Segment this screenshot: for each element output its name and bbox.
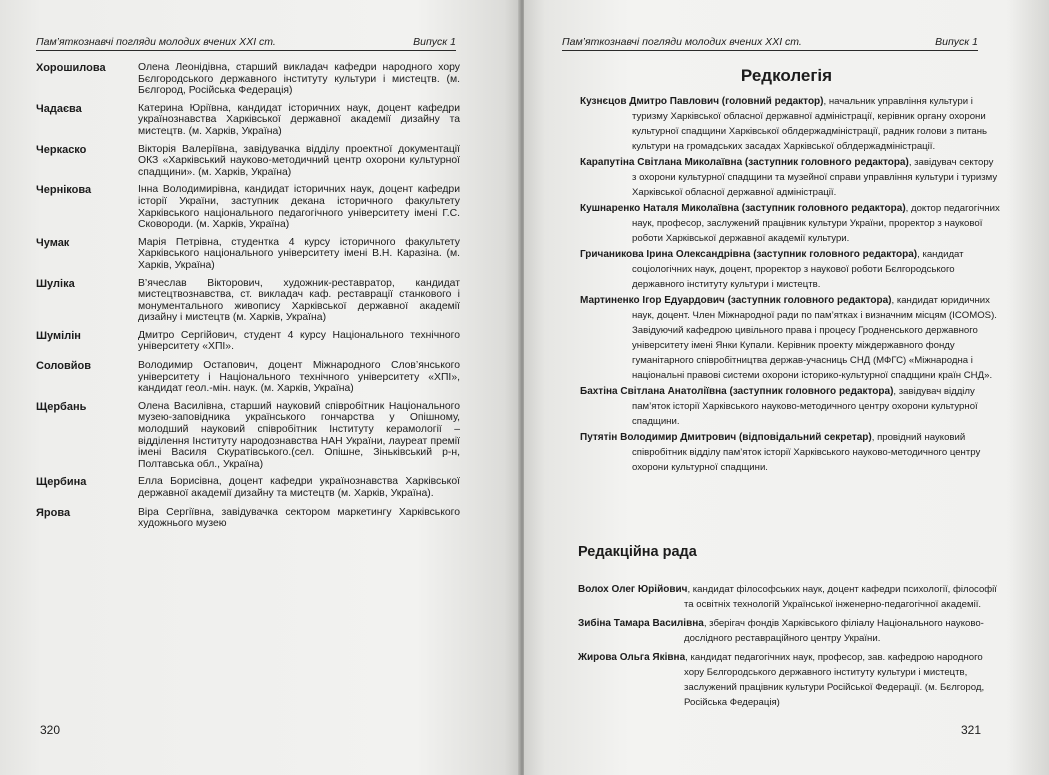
council-member-name: Жирова Ольга Яківна (578, 652, 686, 663)
contributor-name: Ярова (36, 506, 71, 519)
editor-entry (580, 155, 1000, 200)
contributor-entry (36, 476, 460, 499)
contributor-description: Вікторія Валеріївна, завідувачка відділу проектної документації ОКЗ «Харківський науково-методичний центр охорони культурної спадщини». (м. Харків, Україна) (138, 143, 460, 178)
issue-label: Випуск 1 (413, 36, 456, 48)
editor-name: Карапутіна Світлана Миколаївна (заступник головного редактора) (580, 157, 909, 168)
contributor-entry (36, 330, 460, 353)
editor-description: , кандидат юридичних наук, доцент. Член Міжнародної ради по пам’ятках і визначним місцям (ICOMOS). Завідуючий кафедрою цивільного права і процесу Гродненського державного університету імені Янки Купали. Керівник проекту міждержавного фонду гуманітарного співробітництва держав-учасниць СНД (МФГС) «Міжнародна і національні правові системи охорони історико-культурної спадщини країн СНД». (632, 295, 997, 381)
editorial-council-title: Редакційна рада (578, 544, 697, 560)
contributor-name: Соловйов (36, 360, 91, 373)
contributor-description: Олена Леонідівна, старший викладач кафедри народного хору Бєлгородського державного інституту культури і мистецтв. (м. Бєлгород, Російська Федерація) (138, 62, 460, 97)
contributor-name: Черкаско (36, 143, 87, 156)
contributor-entry (36, 237, 460, 272)
contributor-description: Інна Володимирівна, кандидат історичних наук, доцент кафедри історії України, заступник декана історичного факультету Харківського національного педагогічного університету імені Г.С. Сковороди. (м. Харків, Україна) (138, 184, 460, 231)
council-member-entry (578, 616, 1003, 646)
contributor-description: Володимир Остапович, доцент Міжнародного Слов’янського університету і Національного технічного університету «ХПІ», кандидат геол.-мін. наук. (м. Харків, Україна) (138, 360, 460, 395)
contributor-entry (36, 401, 460, 471)
contributor-description: Марія Петрівна, студентка 4 курсу історичного факультету Харківського національного університету імені В.Н. Каразіна. (м. Харків, Україна) (138, 236, 460, 271)
editor-entry (580, 430, 1000, 475)
left-page (0, 0, 520, 775)
editor-name: Путятін Володимир Дмитрович (відповідальний секретар) (580, 432, 872, 443)
contributor-description: Олена Василівна, старший науковий співробітник Національного музею-заповідника українського гончарства у Опішному, молодший науковий співробітник Інституту керамології – відділення Інституту народознавства НАН України, лауреат премії імені Василя Скуратівського.(сел. Опішне, Зіньківський р-н, Полтавська обл., Україна) (138, 400, 460, 470)
contributor-entry (36, 184, 460, 230)
editor-entry (580, 293, 1000, 383)
contributor-description: Дмитро Сергійович, студент 4 курсу Національного технічного університету «ХПІ». (138, 329, 460, 353)
running-title: Пам’яткознавчі погляди молодих вчених ХХІ ст. (562, 36, 802, 48)
editor-entry (580, 201, 1000, 246)
contributor-entry (36, 144, 460, 179)
council-member-entry (578, 650, 1003, 710)
editor-entry (580, 247, 1000, 292)
editorial-board-title: Редколегія (740, 66, 833, 85)
editor-entry (580, 384, 1000, 429)
council-member-name: Зибіна Тамара Василівна (578, 618, 704, 629)
editor-description: , начальник управління культури і туризму Харківської обласної державної адміністрації, керівник органу охорони культурної спадщини Харківської облдержадміністрації, радник голови з питань культури на громадських засадах Харківської облдержадміністрації. (632, 96, 988, 152)
council-member-entry (578, 582, 1003, 612)
contributor-description: Елла Борисівна, доцент кафедри українознавства Харківської державної академії дизайну та мистецтв (м. Харків, Україна). (138, 476, 460, 499)
editor-name: Кушнаренко Наталя Миколаївна (заступник головного редактора) (580, 203, 906, 214)
editor-description: , провідний науковий співробітник відділу пам’яток історії Харківського науково-методичного центру охорони культурної спадщини. (632, 432, 981, 473)
contributor-entry (36, 360, 460, 395)
contributor-name: Щербина (36, 476, 87, 489)
editor-description: , завідувач сектору з охорони культурної спадщини та музейної справи управління культури і туризму Харківської обласної державної адміністрації. (632, 157, 998, 198)
editor-description: , кандидат соціологічних наук, доцент, проректор з наукової роботи Бєлгородського державного інституту культури і мистецтв. (632, 249, 964, 290)
editor-name: Гричаникова Ірина Олександрівна (заступник головного редактора) (580, 249, 918, 260)
editorial-board-list (580, 94, 1000, 476)
contributor-name: Щербань (36, 400, 87, 413)
contributor-name: Шуліка (36, 277, 75, 290)
contributor-description: В’ячеслав Вікторович, художник-реставратор, кандидат мистецтвознавства, ст. викладач каф. реставрації станкового і монументального живопису Харківської державної академії дизайну і мистецтв (м. Харків, Україна) (138, 277, 460, 324)
contributor-entry (36, 62, 460, 97)
editorial-council-list (578, 582, 1003, 714)
contributor-name: Шумілін (36, 329, 81, 342)
editor-description: , доктор педагогічних наук, професор, заслужений працівник культури України, проректор з наукової роботи Харківської державної академії культури. (632, 203, 1000, 244)
contributors-list (36, 62, 460, 536)
council-member-description: , кандидат філософських наук, доцент кафедри психології, філософії та освітніх технологій Української інженерно-педагогічної академії. (684, 584, 997, 610)
running-head-right (562, 36, 978, 51)
contributor-name: Хорошилова (36, 62, 106, 74)
contributor-name: Чумак (36, 236, 70, 249)
editor-name: Кузнєцов Дмитро Павлович (головний редактор) (580, 96, 824, 107)
editor-name: Мартиненко Ігор Едуардович (заступник головного редактора) (580, 295, 892, 306)
editor-name: Бахтіна Світлана Анатоліївна (заступник головного редактора) (580, 386, 894, 397)
council-member-name: Волох Олег Юрійович (578, 584, 688, 595)
running-head-left (36, 36, 456, 51)
running-title: Пам’яткознавчі погляди молодих вчених ХХІ ст. (36, 36, 276, 48)
contributor-entry (36, 278, 460, 324)
contributor-description: Віра Сергіївна, завідувачка сектором маркетингу Харківського художнього музею (138, 506, 460, 530)
council-member-description: , зберігач фондів Харківського філіалу Національного науково-дослідного реставраційного центру України. (684, 618, 984, 644)
editor-description: , завідувач відділу пам’яток історії Харківського науково-методичного центру охорони культурної спадщини. (632, 386, 978, 427)
editor-entry (580, 94, 1000, 154)
contributor-name: Чадаєва (36, 102, 82, 115)
contributor-entry (36, 507, 460, 530)
contributor-description: Катерина Юріївна, кандидат історичних наук, доцент кафедри українознавства Харківської державної академії дизайну та мистецтв. (м. Харків, Україна) (138, 102, 460, 137)
contributor-name: Чернікова (36, 184, 92, 197)
page-number-left: 320 (40, 723, 61, 737)
right-page (524, 0, 1049, 775)
council-member-description: , кандидат педагогічних наук, професор, зав. кафедрою народного хору Бєлгородського державного інституту культури і мистецтв, заслужений працівник культури Російської Федерації. (м. Бєлгород, Російська Федерація) (684, 652, 985, 708)
contributor-entry (36, 103, 460, 138)
issue-label: Випуск 1 (935, 36, 978, 48)
page-number-right: 321 (960, 723, 981, 737)
